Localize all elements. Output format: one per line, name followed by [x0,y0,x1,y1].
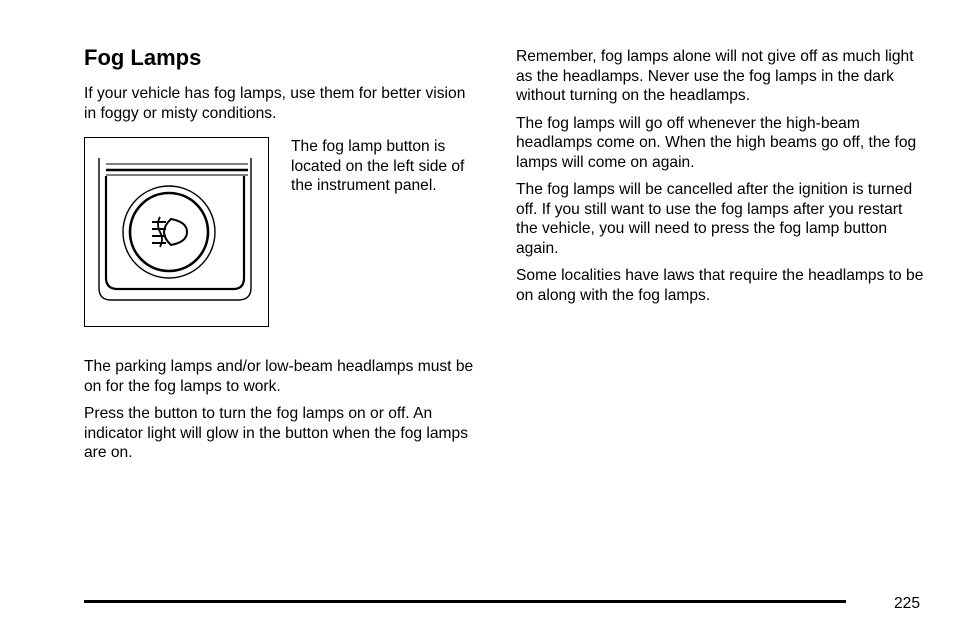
paragraph: The fog lamps will be cancelled after the ignition is turned off. If you still want to use the fog lamps after you restart the vehicle, you will need to press the fog lamp button again. [516,181,913,257]
section-title: Fog Lamps [84,45,202,70]
left-column [84,44,479,471]
fog-lamp-button-figure [84,137,269,327]
intro-paragraph: If your vehicle has fog lamps, use them for better vision in foggy or misty conditions. [84,85,466,122]
paragraph: Some localities have laws that require the headlamps to be on along with the fog lamps. [516,267,924,304]
footer-rule [84,600,846,603]
paragraph: The fog lamps will go off whenever the high-beam headlamps come on. When the high beams go off, the fog lamps will come on again. [516,114,917,171]
figure-caption [291,137,481,196]
caption-text: The fog lamp button is located on the left side of the instrument panel. [291,138,465,194]
figure-row [84,137,479,335]
paragraph: The parking lamps and/or low-beam headlamps must be on for the fog lamps to work. [84,358,474,395]
fog-lamp-button-icon [85,138,267,325]
paragraph: Remember, fog lamps alone will not give off as much light as the headlamps. Never use the fog lamps in the dark without turning on the headlamps. [516,48,914,104]
paragraph: Press the button to turn the fog lamps on or off. An indicator light will glow in the button when the fog lamps are on. [84,405,468,461]
page-number: 225 [893,595,920,612]
right-column [516,47,924,313]
